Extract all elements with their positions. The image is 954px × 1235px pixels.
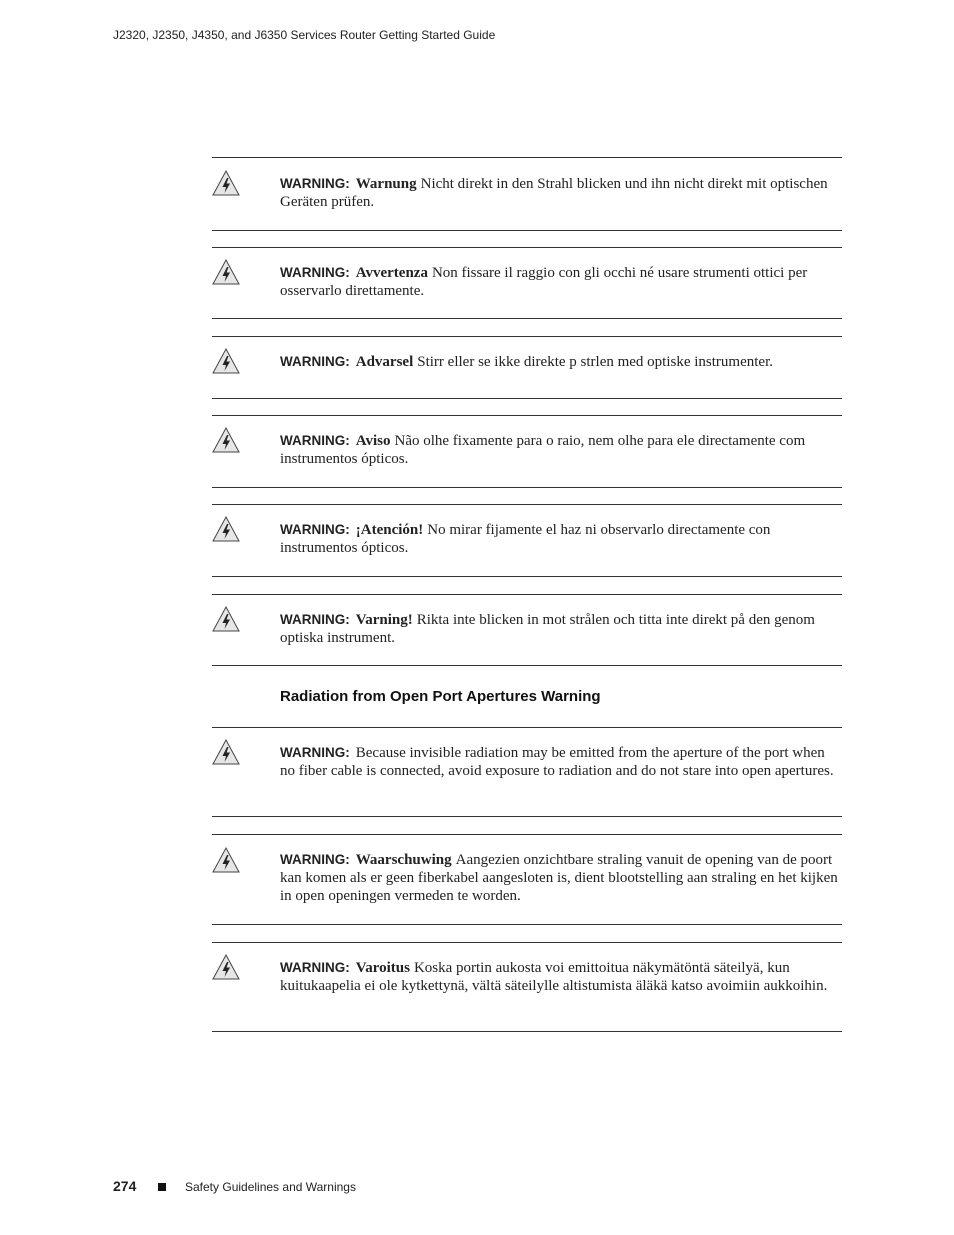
shock-hazard-icon [212, 606, 240, 632]
warning-label: WARNING: [280, 265, 350, 280]
shock-hazard-icon [212, 954, 240, 980]
warning-block [212, 247, 842, 319]
shock-hazard-icon [212, 259, 240, 285]
warning-text [280, 959, 842, 995]
warning-block [212, 594, 842, 666]
warning-label: WARNING: [280, 354, 350, 369]
footer-bullet-icon [158, 1183, 166, 1191]
language-label: ¡Atención! [355, 522, 424, 538]
warning-text [280, 744, 842, 780]
warning-block [212, 834, 842, 925]
warning-block [212, 942, 842, 1032]
language-label: Waarschuwing [355, 852, 452, 868]
shock-hazard-icon [212, 348, 240, 374]
warning-label: WARNING: [280, 176, 350, 191]
warning-body: Nicht direkt in den Strahl blicken und ihn nicht direkt mit optischen Geräten prüfen. [280, 176, 828, 210]
warning-label: WARNING: [280, 433, 350, 448]
shock-hazard-icon [212, 847, 240, 873]
footer-section-title: Safety Guidelines and Warnings [185, 1180, 356, 1194]
language-label: Aviso [355, 433, 391, 449]
warning-text [280, 353, 842, 371]
warning-text [280, 611, 842, 647]
shock-hazard-icon [212, 170, 240, 196]
warning-body: Koska portin aukosta voi emittoitua näkymätöntä säteilyä, kun kuitukaapelia ei ole kytkettynä, vältä säteilylle altistumista äläkä katso avoimiin aukkoihin. [280, 960, 828, 994]
warning-label: WARNING: [280, 852, 350, 867]
warning-body: Stirr eller se ikke direkte p strlen med optiske instrumenter. [417, 354, 773, 370]
warning-body: Rikta inte blicken in mot strålen och titta inte direkt på den genom optiska instrument. [280, 612, 815, 646]
shock-hazard-icon [212, 516, 240, 542]
warning-label: WARNING: [280, 745, 350, 760]
warning-block [212, 504, 842, 577]
warning-text [280, 432, 842, 468]
warning-label: WARNING: [280, 960, 350, 975]
page-number: 274 [113, 1178, 137, 1194]
warning-block [212, 415, 842, 488]
language-label: Warnung [355, 176, 417, 192]
shock-hazard-icon [212, 739, 240, 765]
warning-label: WARNING: [280, 612, 350, 627]
language-label: Advarsel [355, 354, 414, 370]
warning-body: Non fissare il raggio con gli occhi né usare strumenti ottici per osservarlo direttamente. [280, 265, 808, 299]
warning-body: Because invisible radiation may be emitted from the aperture of the port when no fiber cable is connected, avoid exposure to radiation and do not stare into open apertures. [280, 745, 834, 779]
warning-body: No mirar fijamente el haz ni observarlo directamente con instrumentos ópticos. [280, 522, 771, 556]
running-header: J2320, J2350, J4350, and J6350 Services Router Getting Started Guide [113, 28, 496, 42]
warning-block [212, 727, 842, 817]
language-label: Avvertenza [355, 265, 428, 281]
warning-text [280, 521, 842, 557]
warning-text [280, 175, 842, 211]
warning-label: WARNING: [280, 522, 350, 537]
language-label: Varoitus [355, 960, 410, 976]
warning-body: Aangezien onzichtbare straling vanuit de opening van de poort kan komen als er geen fiberkabel aangesloten is, dient blootstelling aan straling en het kijken in open openingen vermeden te worden. [280, 852, 838, 904]
warning-block [212, 336, 842, 399]
warning-block [212, 157, 842, 231]
warning-text [280, 851, 842, 905]
section-heading: Radiation from Open Port Apertures Warning [280, 688, 601, 705]
shock-hazard-icon [212, 427, 240, 453]
warning-text [280, 264, 842, 300]
language-label: Varning! [355, 612, 413, 628]
warning-body: Não olhe fixamente para o raio, nem olhe para ele directamente com instrumentos ópticos. [280, 433, 806, 467]
